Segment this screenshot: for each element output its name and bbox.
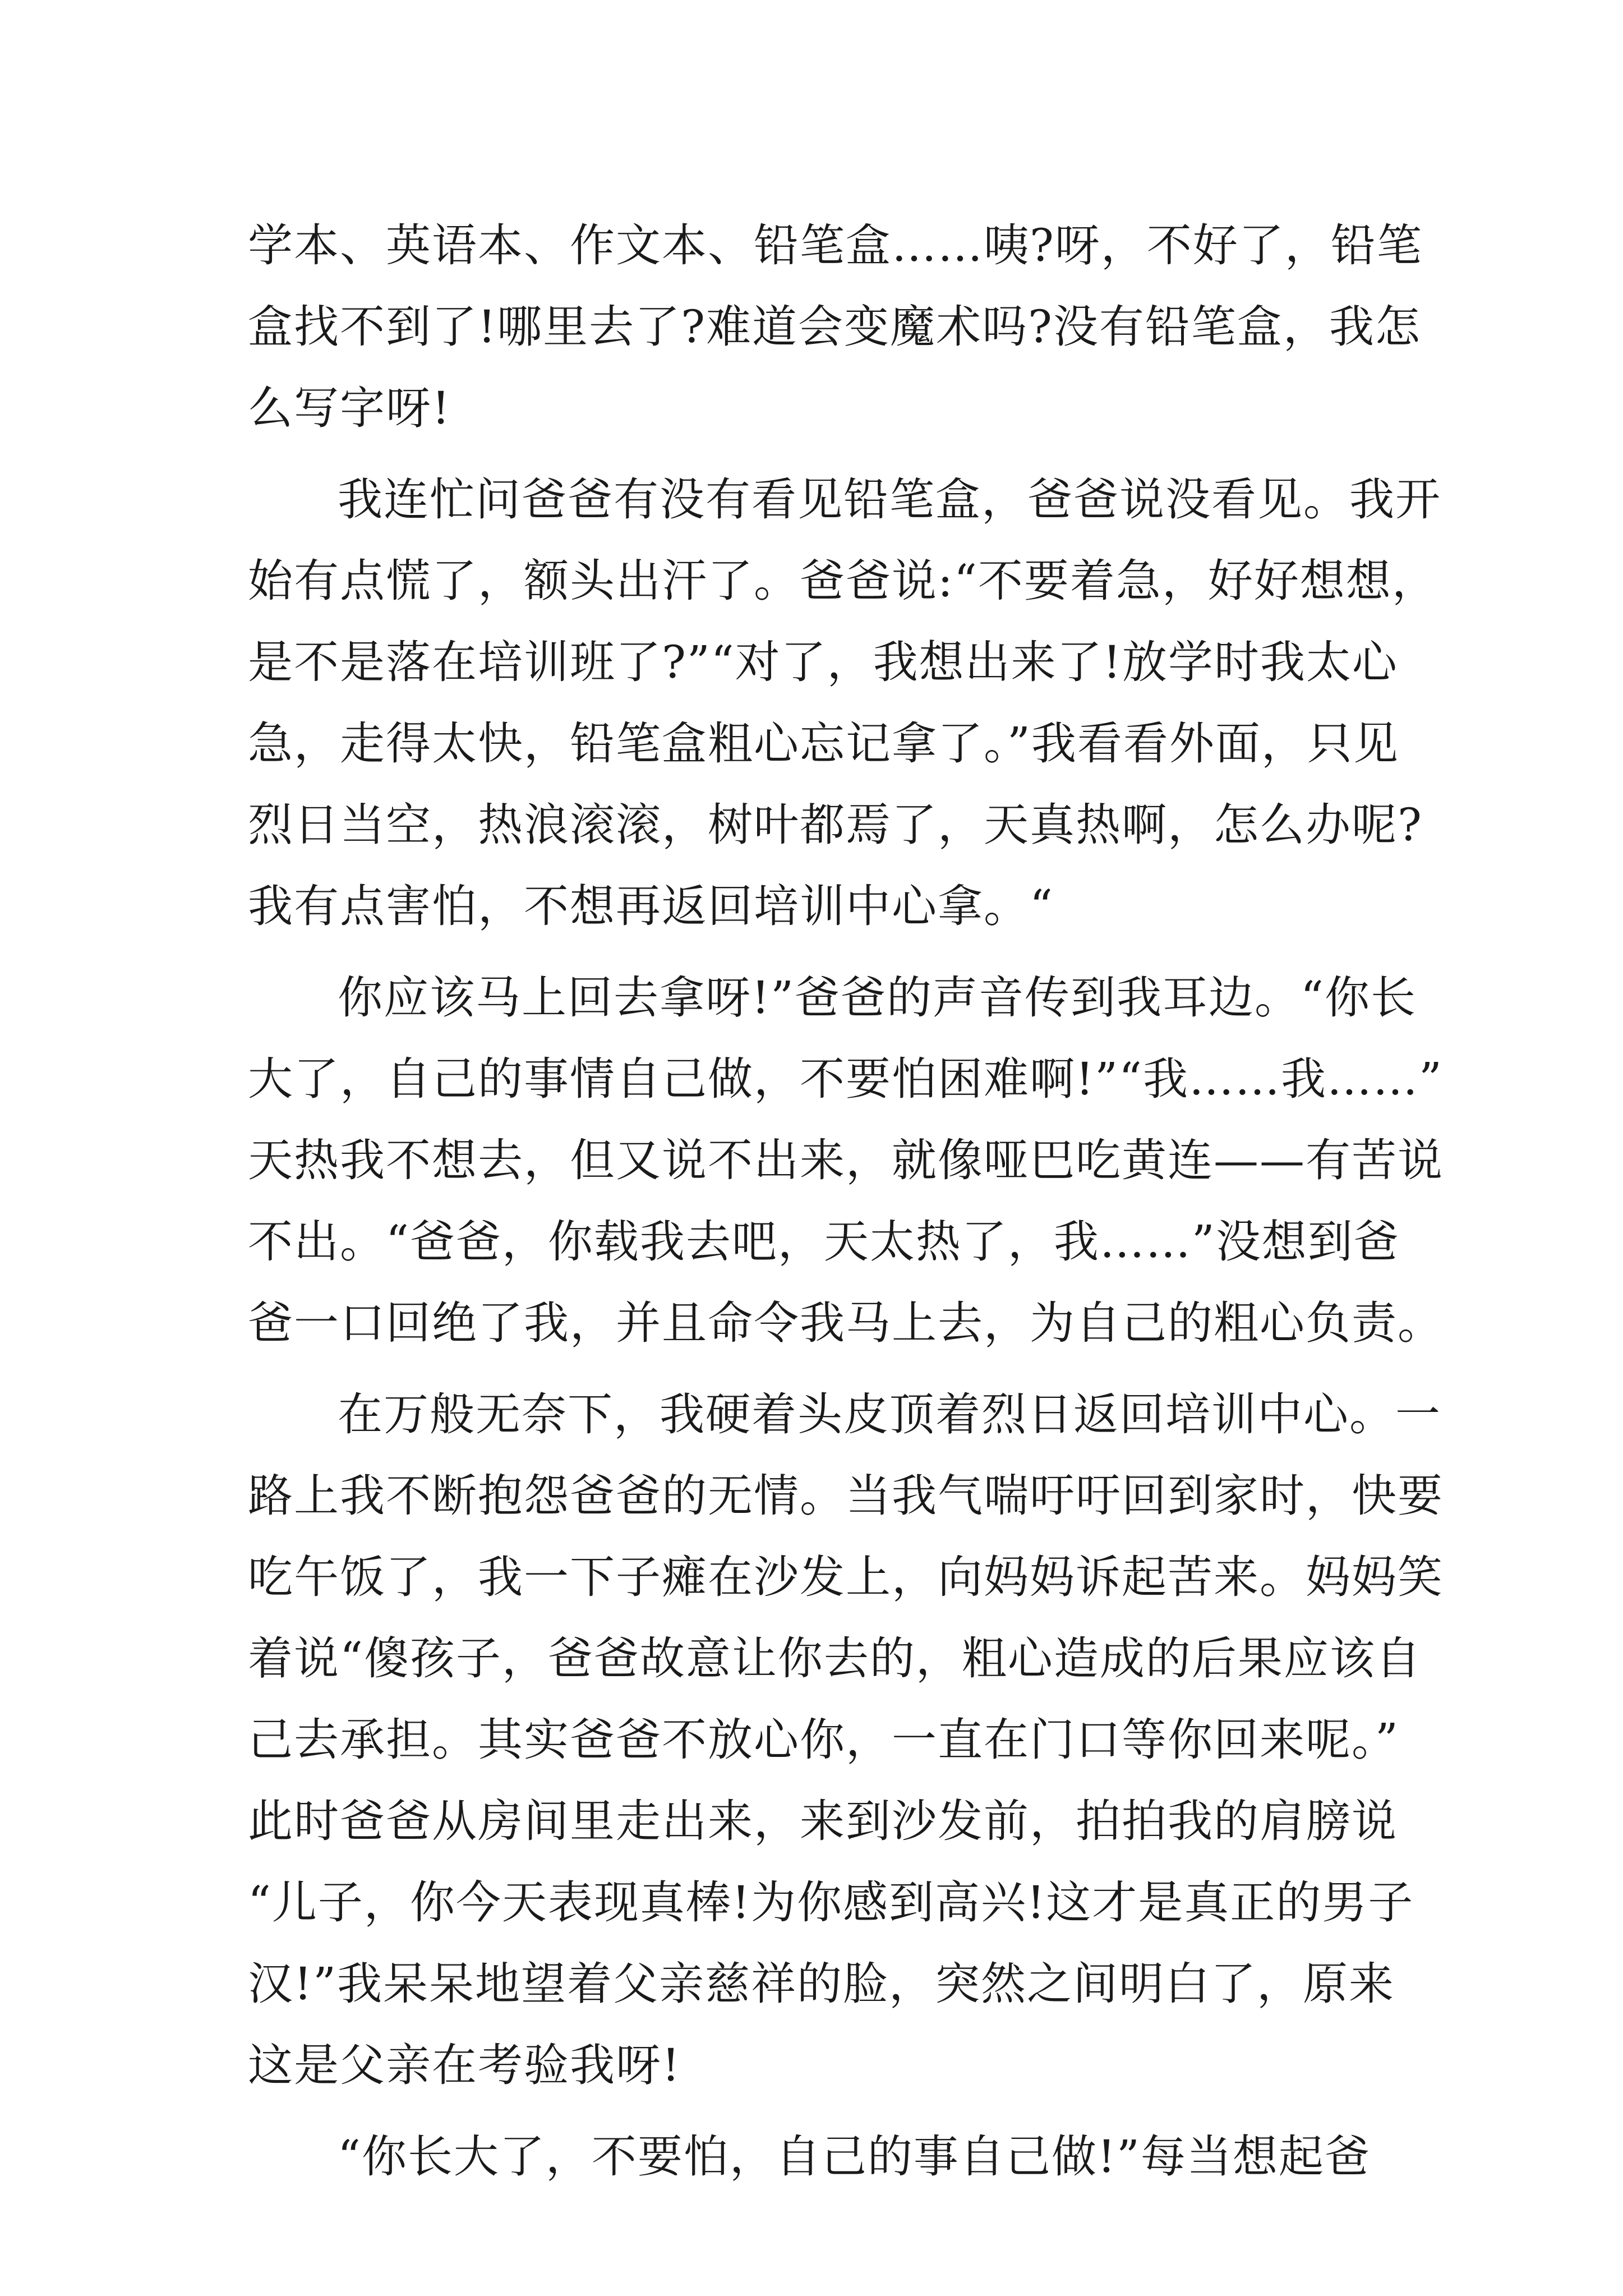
text-line: 天热我不想去，但又说不出来，就像哑巴吃黄连——有苦说 [248,1134,1444,1186]
text-line: 我有点害怕，不想再返回培训中心拿。“ [248,880,1054,932]
text-line: 是不是落在培训班了?”“对了，我想出来了!放学时我太心 [248,636,1398,688]
text-line: 汉!”我呆呆地望着父亲慈祥的脸，突然之间明白了，原来 [248,1958,1395,2010]
text-line: 大了，自己的事情自己做，不要怕困难啊!”“我……我……” [248,1053,1443,1105]
text-line: 么写字呀! [248,382,451,434]
text-line: 不出。“爸爸，你载我去吧，天太热了，我……”没想到爸 [248,1216,1400,1268]
text-line: 始有点慌了，额头出汗了。爸爸说:“不要着急，好好想想， [248,555,1438,607]
text-line: 己去承担。其实爸爸不放心你，一直在门口等你回来呢。” [248,1714,1399,1766]
text-line: 这是父亲在考验我呀! [248,2039,681,2091]
text-line: 此时爸爸从房间里走出来，来到沙发前，拍拍我的肩膀说 [248,1795,1398,1847]
text-line: 路上我不断抱怨爸爸的无情。当我气喘吁吁回到家时，快要 [248,1470,1444,1522]
text-line: “儿子，你今天表现真棒!为你感到高兴!这才是真正的男子 [248,1876,1414,1929]
text-line: 学本、英语本、作文本、铅笔盒……咦?呀，不好了，铅笔 [248,219,1423,272]
text-line: 爸一口回绝了我，并且命令我马上去，为自己的粗心负责。 [248,1297,1444,1349]
text-line: 急，走得太快，铅笔盒粗心忘记拿了。”我看看外面，只见 [248,717,1399,770]
paragraph-first-line: 你应该马上回去拿呀!”爸爸的声音传到我耳边。“你长 [338,972,1417,1024]
text-line: 盒找不到了!哪里去了?难道会变魔术吗?没有铅笔盒，我怎 [248,301,1421,353]
text-line: 吃午饭了，我一下子瘫在沙发上，向妈妈诉起苦来。妈妈笑 [248,1551,1444,1603]
paragraph-first-line: 在万般无奈下，我硬着头皮顶着烈日返回培训中心。一 [338,1388,1441,1441]
text-line: 烈日当空，热浪滚滚，树叶都焉了，天真热啊，怎么办呢? [248,799,1423,851]
paragraph-first-line: “你长大了，不要怕，自己的事自己做!”每当想起爸 [338,2131,1371,2183]
paragraph-first-line: 我连忙问爸爸有没有看见铅笔盒，爸爸说没看见。我开 [338,473,1441,526]
text-line: 着说“傻孩子，爸爸故意让你去的，粗心造成的后果应该自 [248,1632,1422,1685]
body-text [248,205,1444,2197]
